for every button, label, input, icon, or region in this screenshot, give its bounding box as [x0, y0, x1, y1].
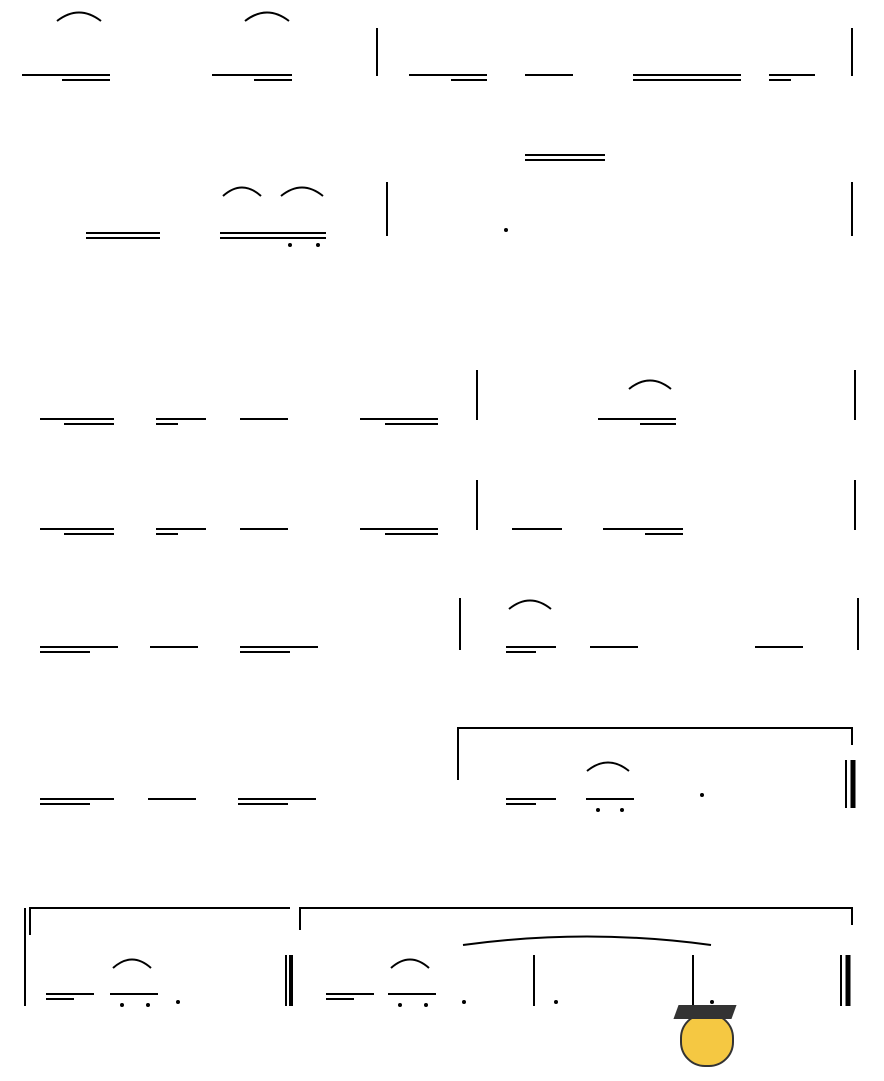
underline [40, 803, 90, 805]
underline [240, 528, 288, 530]
underline [156, 423, 178, 425]
octave-dot [398, 1003, 402, 1007]
underline [640, 423, 676, 425]
octave-dot [462, 1000, 466, 1004]
underline [586, 798, 634, 800]
underline [40, 651, 90, 653]
underline [360, 528, 438, 530]
underline [755, 646, 803, 648]
underline [238, 803, 288, 805]
slur [508, 596, 552, 610]
octave-dot [596, 808, 600, 812]
underline [385, 533, 438, 535]
slur [390, 955, 430, 969]
slur [280, 183, 324, 197]
octave-dot [424, 1003, 428, 1007]
slur [222, 183, 262, 197]
underline [238, 798, 316, 800]
underline [40, 418, 114, 420]
slur [462, 932, 712, 946]
underline [40, 646, 118, 648]
underline [506, 646, 556, 648]
underline [360, 418, 438, 420]
octave-dot [288, 243, 292, 247]
underline [40, 528, 114, 530]
underline [633, 79, 741, 81]
underline [150, 646, 198, 648]
underline [156, 528, 206, 530]
underline [110, 993, 158, 995]
underline [86, 237, 160, 239]
slur [112, 955, 152, 969]
mascot-icon [680, 1013, 734, 1067]
slur [56, 8, 102, 22]
underline [512, 528, 562, 530]
underline [506, 798, 556, 800]
underline [46, 998, 74, 1000]
underline [326, 998, 354, 1000]
slur [586, 758, 630, 772]
octave-dot [700, 793, 704, 797]
underline [409, 74, 487, 76]
underline [598, 418, 676, 420]
underline [326, 993, 374, 995]
underline [62, 79, 110, 81]
underline [506, 803, 536, 805]
underline [254, 79, 292, 81]
underline [46, 993, 94, 995]
underline [64, 533, 114, 535]
underline [769, 74, 815, 76]
underline [22, 74, 110, 76]
underline [220, 232, 326, 234]
octave-dot [710, 1000, 714, 1004]
underline [240, 646, 318, 648]
octave-dot [620, 808, 624, 812]
watermark [672, 1005, 884, 1081]
slur [244, 8, 290, 22]
underline [525, 154, 605, 156]
underline [633, 74, 741, 76]
underline [240, 418, 288, 420]
underline [525, 74, 573, 76]
underline [156, 418, 206, 420]
underline [212, 74, 292, 76]
octave-dot [316, 243, 320, 247]
slur [628, 376, 672, 390]
underline [385, 423, 438, 425]
octave-dot [504, 228, 508, 232]
underline [525, 159, 605, 161]
underline [451, 79, 487, 81]
underline [590, 646, 638, 648]
underline [645, 533, 683, 535]
underline [220, 237, 326, 239]
underline [388, 993, 436, 995]
octave-dot [120, 1003, 124, 1007]
underline [603, 528, 683, 530]
octave-dot [554, 1000, 558, 1004]
underline [156, 533, 178, 535]
underline [769, 79, 791, 81]
underline [506, 651, 536, 653]
graduation-cap-icon [673, 1005, 736, 1019]
underline [64, 423, 114, 425]
octave-dot [146, 1003, 150, 1007]
underline [240, 651, 290, 653]
octave-dot [176, 1000, 180, 1004]
underline [40, 798, 114, 800]
underline [148, 798, 196, 800]
underline [86, 232, 160, 234]
